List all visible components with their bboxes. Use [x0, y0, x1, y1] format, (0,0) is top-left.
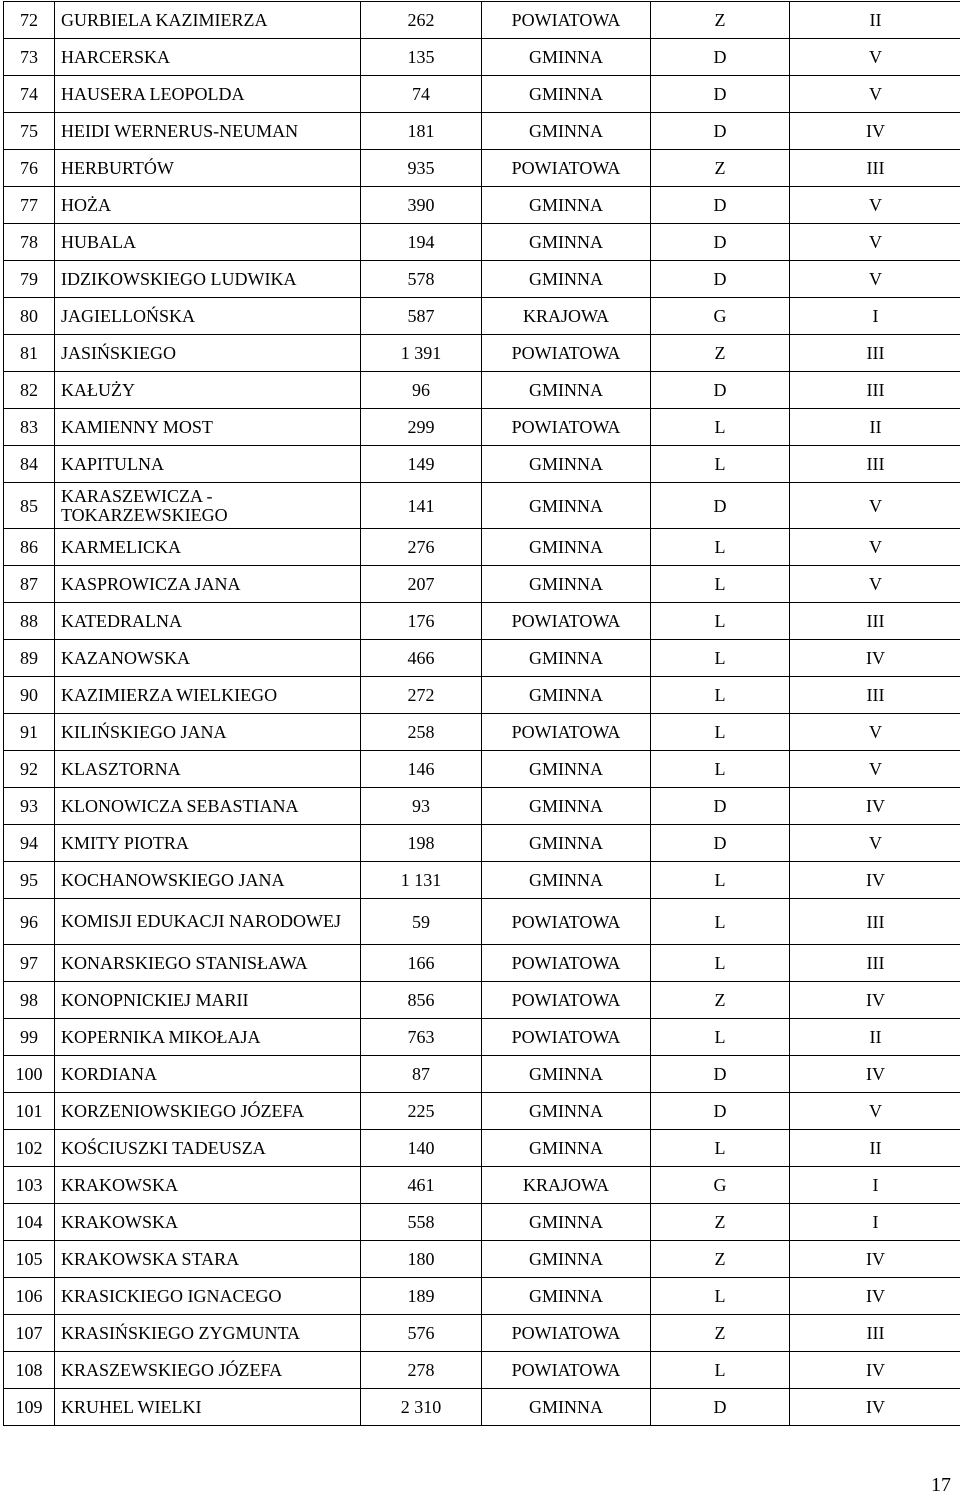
road-category-cell: GMINNA	[482, 677, 651, 714]
street-name-cell: JASIŃSKIEGO	[55, 335, 361, 372]
table-row	[4, 409, 960, 446]
road-class-cell: L	[651, 899, 790, 945]
row-number-cell: 109	[4, 1389, 55, 1426]
road-category-cell: POWIATOWA	[482, 2, 651, 39]
road-category-cell: GMINNA	[482, 1056, 651, 1093]
street-name-cell: KAPITULNA	[55, 446, 361, 483]
road-length-cell: 189	[361, 1278, 482, 1315]
road-length-cell: 140	[361, 1130, 482, 1167]
street-name-cell: KARMELICKA	[55, 529, 361, 566]
road-length-cell: 576	[361, 1315, 482, 1352]
road-length-cell: 856	[361, 982, 482, 1019]
row-number-cell: 80	[4, 298, 55, 335]
street-name-cell: JAGIELLOŃSKA	[55, 298, 361, 335]
road-importance-cell: IV	[790, 788, 960, 825]
table-row	[4, 224, 960, 261]
table-row	[4, 1056, 960, 1093]
road-class-cell: D	[651, 1389, 790, 1426]
road-class-cell: D	[651, 788, 790, 825]
road-importance-cell: V	[790, 714, 960, 751]
street-name-cell: KRAKOWSKA STARA	[55, 1241, 361, 1278]
road-class-cell: L	[651, 1352, 790, 1389]
row-number-cell: 102	[4, 1130, 55, 1167]
road-length-cell: 180	[361, 1241, 482, 1278]
road-importance-cell: II	[790, 409, 960, 446]
street-name-cell: HUBALA	[55, 224, 361, 261]
road-category-cell: GMINNA	[482, 1130, 651, 1167]
table-row	[4, 982, 960, 1019]
road-importance-cell: IV	[790, 1056, 960, 1093]
table-row	[4, 677, 960, 714]
road-class-cell: L	[651, 1019, 790, 1056]
road-length-cell: 1 391	[361, 335, 482, 372]
street-name-cell: KORZENIOWSKIEGO JÓZEFA	[55, 1093, 361, 1130]
road-class-cell: Z	[651, 1204, 790, 1241]
row-number-cell: 87	[4, 566, 55, 603]
table-row	[4, 1093, 960, 1130]
street-name-cell: HEIDI WERNERUS-NEUMAN	[55, 113, 361, 150]
street-name-cell: KORDIANA	[55, 1056, 361, 1093]
road-length-cell: 225	[361, 1093, 482, 1130]
table-row	[4, 1278, 960, 1315]
street-name-cell: KAZANOWSKA	[55, 640, 361, 677]
table-row	[4, 603, 960, 640]
road-category-cell: POWIATOWA	[482, 945, 651, 982]
road-category-cell: GMINNA	[482, 372, 651, 409]
road-category-cell: GMINNA	[482, 1093, 651, 1130]
road-importance-cell: IV	[790, 1352, 960, 1389]
table-row	[4, 150, 960, 187]
street-name-cell: KOPERNIKA MIKOŁAJA	[55, 1019, 361, 1056]
table-row	[4, 825, 960, 862]
road-length-cell: 166	[361, 945, 482, 982]
road-category-cell: GMINNA	[482, 862, 651, 899]
table-row	[4, 862, 960, 899]
table-row	[4, 751, 960, 788]
table-row	[4, 945, 960, 982]
road-importance-cell: III	[790, 1315, 960, 1352]
street-name-cell: KRASZEWSKIEGO JÓZEFA	[55, 1352, 361, 1389]
road-category-cell: GMINNA	[482, 1241, 651, 1278]
road-category-cell: POWIATOWA	[482, 1315, 651, 1352]
road-importance-cell: III	[790, 446, 960, 483]
table-row	[4, 261, 960, 298]
row-number-cell: 75	[4, 113, 55, 150]
road-class-cell: D	[651, 483, 790, 529]
row-number-cell: 108	[4, 1352, 55, 1389]
row-number-cell: 74	[4, 76, 55, 113]
street-name-cell: KLONOWICZA SEBASTIANA	[55, 788, 361, 825]
row-number-cell: 107	[4, 1315, 55, 1352]
street-name-cell: KRAKOWSKA	[55, 1167, 361, 1204]
road-importance-cell: III	[790, 677, 960, 714]
road-importance-cell: II	[790, 2, 960, 39]
road-importance-cell: IV	[790, 640, 960, 677]
road-category-cell: POWIATOWA	[482, 409, 651, 446]
road-importance-cell: II	[790, 1019, 960, 1056]
table-row	[4, 483, 960, 529]
road-class-cell: L	[651, 640, 790, 677]
roads-table	[3, 1, 960, 1426]
table-row	[4, 39, 960, 76]
road-length-cell: 587	[361, 298, 482, 335]
table-row	[4, 566, 960, 603]
row-number-cell: 82	[4, 372, 55, 409]
row-number-cell: 99	[4, 1019, 55, 1056]
road-length-cell: 198	[361, 825, 482, 862]
street-name-cell: KATEDRALNA	[55, 603, 361, 640]
street-name-cell: KAŁUŻY	[55, 372, 361, 409]
table-row	[4, 298, 960, 335]
street-name-cell: KAZIMIERZA WIELKIEGO	[55, 677, 361, 714]
row-number-cell: 85	[4, 483, 55, 529]
road-importance-cell: V	[790, 566, 960, 603]
road-length-cell: 149	[361, 446, 482, 483]
road-category-cell: POWIATOWA	[482, 1019, 651, 1056]
row-number-cell: 94	[4, 825, 55, 862]
row-number-cell: 101	[4, 1093, 55, 1130]
road-importance-cell: III	[790, 603, 960, 640]
road-class-cell: L	[651, 566, 790, 603]
street-name-cell: KONARSKIEGO STANISŁAWA	[55, 945, 361, 982]
road-category-cell: POWIATOWA	[482, 603, 651, 640]
road-class-cell: D	[651, 113, 790, 150]
street-name-cell: KOMISJI EDUKACJI NARODOWEJ	[55, 899, 361, 945]
road-category-cell: POWIATOWA	[482, 335, 651, 372]
row-number-cell: 76	[4, 150, 55, 187]
road-importance-cell: V	[790, 224, 960, 261]
street-name-cell: KASPROWICZA JANA	[55, 566, 361, 603]
row-number-cell: 103	[4, 1167, 55, 1204]
street-name-cell: KLASZTORNA	[55, 751, 361, 788]
road-length-cell: 141	[361, 483, 482, 529]
road-length-cell: 278	[361, 1352, 482, 1389]
road-length-cell: 194	[361, 224, 482, 261]
road-length-cell: 276	[361, 529, 482, 566]
table-row	[4, 640, 960, 677]
road-category-cell: POWIATOWA	[482, 150, 651, 187]
table-row	[4, 187, 960, 224]
road-class-cell: D	[651, 1093, 790, 1130]
road-class-cell: L	[651, 446, 790, 483]
road-class-cell: Z	[651, 335, 790, 372]
street-name-cell: KRUHEL WIELKI	[55, 1389, 361, 1426]
road-importance-cell: III	[790, 372, 960, 409]
road-class-cell: D	[651, 261, 790, 298]
road-importance-cell: V	[790, 261, 960, 298]
road-category-cell: GMINNA	[482, 1389, 651, 1426]
road-length-cell: 181	[361, 113, 482, 150]
street-name-cell: IDZIKOWSKIEGO LUDWIKA	[55, 261, 361, 298]
row-number-cell: 98	[4, 982, 55, 1019]
row-number-cell: 86	[4, 529, 55, 566]
table-row	[4, 446, 960, 483]
road-class-cell: L	[651, 1278, 790, 1315]
street-name-cell: KRASICKIEGO IGNACEGO	[55, 1278, 361, 1315]
road-category-cell: GMINNA	[482, 39, 651, 76]
row-number-cell: 79	[4, 261, 55, 298]
road-class-cell: L	[651, 529, 790, 566]
row-number-cell: 88	[4, 603, 55, 640]
road-category-cell: GMINNA	[482, 224, 651, 261]
table-row	[4, 788, 960, 825]
road-length-cell: 299	[361, 409, 482, 446]
road-category-cell: GMINNA	[482, 76, 651, 113]
street-name-cell: KARASZEWICZA - TOKARZEWSKIEGO	[55, 483, 361, 529]
row-number-cell: 84	[4, 446, 55, 483]
table-row	[4, 1204, 960, 1241]
road-class-cell: D	[651, 372, 790, 409]
road-importance-cell: I	[790, 1204, 960, 1241]
road-class-cell: L	[651, 603, 790, 640]
road-importance-cell: IV	[790, 1278, 960, 1315]
road-class-cell: G	[651, 1167, 790, 1204]
road-category-cell: GMINNA	[482, 1278, 651, 1315]
road-category-cell: GMINNA	[482, 751, 651, 788]
road-class-cell: D	[651, 76, 790, 113]
road-category-cell: POWIATOWA	[482, 1352, 651, 1389]
road-class-cell: Z	[651, 1241, 790, 1278]
row-number-cell: 89	[4, 640, 55, 677]
road-importance-cell: I	[790, 298, 960, 335]
row-number-cell: 105	[4, 1241, 55, 1278]
road-importance-cell: IV	[790, 982, 960, 1019]
roads-table-body	[4, 2, 960, 1426]
road-importance-cell: V	[790, 39, 960, 76]
road-class-cell: Z	[651, 1315, 790, 1352]
table-row	[4, 2, 960, 39]
road-importance-cell: III	[790, 899, 960, 945]
road-category-cell: GMINNA	[482, 566, 651, 603]
road-length-cell: 59	[361, 899, 482, 945]
road-importance-cell: III	[790, 945, 960, 982]
row-number-cell: 95	[4, 862, 55, 899]
street-name-cell: KMITY PIOTRA	[55, 825, 361, 862]
road-category-cell: GMINNA	[482, 1204, 651, 1241]
road-length-cell: 87	[361, 1056, 482, 1093]
road-length-cell: 578	[361, 261, 482, 298]
table-row	[4, 529, 960, 566]
row-number-cell: 90	[4, 677, 55, 714]
table-row	[4, 1352, 960, 1389]
street-name-cell: KILIŃSKIEGO JANA	[55, 714, 361, 751]
road-length-cell: 763	[361, 1019, 482, 1056]
street-name-cell: HAUSERA LEOPOLDA	[55, 76, 361, 113]
road-class-cell: Z	[651, 150, 790, 187]
table-row	[4, 113, 960, 150]
road-class-cell: L	[651, 751, 790, 788]
table-row	[4, 76, 960, 113]
road-length-cell: 466	[361, 640, 482, 677]
road-class-cell: D	[651, 224, 790, 261]
street-name-cell: KRASIŃSKIEGO ZYGMUNTA	[55, 1315, 361, 1352]
row-number-cell: 92	[4, 751, 55, 788]
road-length-cell: 135	[361, 39, 482, 76]
table-row	[4, 1315, 960, 1352]
road-category-cell: GMINNA	[482, 446, 651, 483]
street-name-cell: HARCERSKA	[55, 39, 361, 76]
road-length-cell: 935	[361, 150, 482, 187]
table-row	[4, 335, 960, 372]
row-number-cell: 106	[4, 1278, 55, 1315]
road-length-cell: 74	[361, 76, 482, 113]
road-category-cell: POWIATOWA	[482, 714, 651, 751]
road-class-cell: L	[651, 862, 790, 899]
street-name-cell: KOŚCIUSZKI TADEUSZA	[55, 1130, 361, 1167]
road-length-cell: 2 310	[361, 1389, 482, 1426]
road-importance-cell: V	[790, 483, 960, 529]
road-length-cell: 176	[361, 603, 482, 640]
road-importance-cell: III	[790, 335, 960, 372]
road-category-cell: GMINNA	[482, 788, 651, 825]
row-number-cell: 77	[4, 187, 55, 224]
road-class-cell: Z	[651, 2, 790, 39]
street-name-cell: KAMIENNY MOST	[55, 409, 361, 446]
street-name-cell: KRAKOWSKA	[55, 1204, 361, 1241]
road-importance-cell: V	[790, 76, 960, 113]
road-length-cell: 461	[361, 1167, 482, 1204]
road-length-cell: 146	[361, 751, 482, 788]
road-length-cell: 93	[361, 788, 482, 825]
road-category-cell: GMINNA	[482, 640, 651, 677]
road-category-cell: KRAJOWA	[482, 298, 651, 335]
row-number-cell: 78	[4, 224, 55, 261]
row-number-cell: 104	[4, 1204, 55, 1241]
road-importance-cell: V	[790, 1093, 960, 1130]
street-name-cell: KOCHANOWSKIEGO JANA	[55, 862, 361, 899]
road-class-cell: L	[651, 409, 790, 446]
road-importance-cell: I	[790, 1167, 960, 1204]
row-number-cell: 72	[4, 2, 55, 39]
road-category-cell: GMINNA	[482, 483, 651, 529]
road-importance-cell: V	[790, 529, 960, 566]
street-name-cell: KONOPNICKIEJ MARII	[55, 982, 361, 1019]
table-row	[4, 1389, 960, 1426]
road-importance-cell: V	[790, 187, 960, 224]
row-number-cell: 83	[4, 409, 55, 446]
street-name-cell: GURBIELA KAZIMIERZA	[55, 2, 361, 39]
table-row	[4, 1019, 960, 1056]
street-name-cell: HERBURTÓW	[55, 150, 361, 187]
road-importance-cell: II	[790, 1130, 960, 1167]
row-number-cell: 81	[4, 335, 55, 372]
road-length-cell: 207	[361, 566, 482, 603]
road-length-cell: 1 131	[361, 862, 482, 899]
table-row	[4, 372, 960, 409]
road-class-cell: D	[651, 187, 790, 224]
road-category-cell: GMINNA	[482, 261, 651, 298]
row-number-cell: 91	[4, 714, 55, 751]
road-importance-cell: IV	[790, 862, 960, 899]
road-class-cell: L	[651, 714, 790, 751]
row-number-cell: 100	[4, 1056, 55, 1093]
row-number-cell: 96	[4, 899, 55, 945]
row-number-cell: 97	[4, 945, 55, 982]
road-length-cell: 96	[361, 372, 482, 409]
road-category-cell: KRAJOWA	[482, 1167, 651, 1204]
table-row	[4, 1241, 960, 1278]
road-class-cell: L	[651, 1130, 790, 1167]
road-category-cell: POWIATOWA	[482, 899, 651, 945]
road-class-cell: D	[651, 825, 790, 862]
road-class-cell: D	[651, 1056, 790, 1093]
road-length-cell: 272	[361, 677, 482, 714]
road-length-cell: 558	[361, 1204, 482, 1241]
road-class-cell: L	[651, 945, 790, 982]
road-class-cell: G	[651, 298, 790, 335]
table-row	[4, 714, 960, 751]
road-class-cell: D	[651, 39, 790, 76]
table-row	[4, 899, 960, 945]
road-importance-cell: V	[790, 825, 960, 862]
table-row	[4, 1167, 960, 1204]
road-category-cell: GMINNA	[482, 529, 651, 566]
page-number: 17	[931, 1474, 951, 1496]
road-category-cell: GMINNA	[482, 825, 651, 862]
road-category-cell: GMINNA	[482, 113, 651, 150]
road-importance-cell: IV	[790, 1241, 960, 1278]
road-class-cell: L	[651, 677, 790, 714]
road-class-cell: Z	[651, 982, 790, 1019]
street-name-cell: HOŻA	[55, 187, 361, 224]
road-importance-cell: III	[790, 150, 960, 187]
road-length-cell: 390	[361, 187, 482, 224]
road-category-cell: POWIATOWA	[482, 982, 651, 1019]
road-category-cell: GMINNA	[482, 187, 651, 224]
road-length-cell: 258	[361, 714, 482, 751]
row-number-cell: 93	[4, 788, 55, 825]
road-importance-cell: IV	[790, 1389, 960, 1426]
road-length-cell: 262	[361, 2, 482, 39]
road-importance-cell: V	[790, 751, 960, 788]
road-importance-cell: IV	[790, 113, 960, 150]
row-number-cell: 73	[4, 39, 55, 76]
table-row	[4, 1130, 960, 1167]
